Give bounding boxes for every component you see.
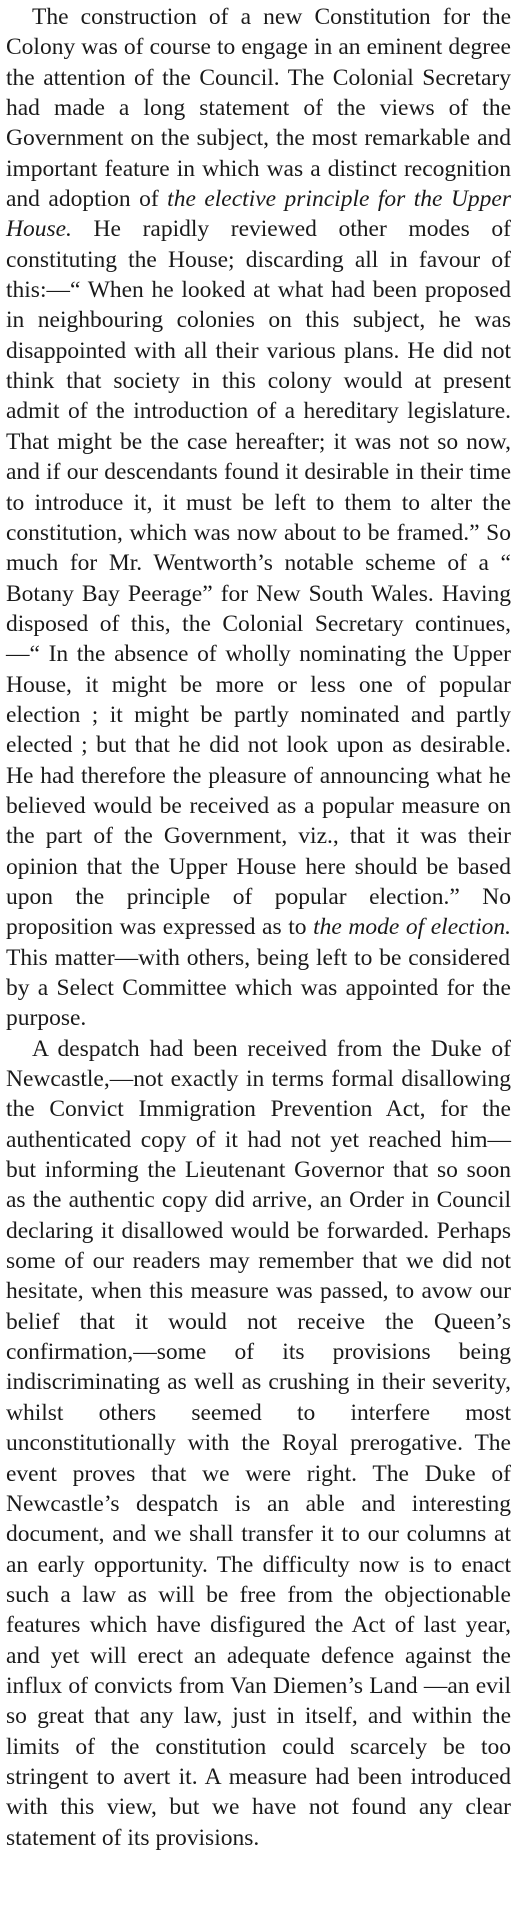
italic-phrase: the mode of election.: [313, 914, 511, 941]
text-run: The construction of a new Constitution for the Colony was of course to engage in an eminent degree the attention of the Council. The Colonial Secretary had made a long statement of the views of the Government on the subject, the most remarkable and important feature in which was a distinct recognition and adoption of: [6, 4, 511, 213]
paragraph-constitution: [6, 2, 511, 1034]
text-run: This matter—with others, being left to be considered by a Select Committee which was appointed for the purpose.: [6, 944, 511, 1032]
italic-phrase: the elective principle for the Upper House.: [6, 186, 511, 243]
paragraph-despatch: [6, 1034, 511, 1853]
newspaper-column: [6, 2, 511, 1853]
text-run: A despatch had been received from the Duke of Newcastle,—not exactly in terms formal disallowing the Convict Immigration Prevention Act, for the authenticated copy of it had not yet reached him—but informing the Lieutenant Governor that so soon as the authentic copy did arrive, an Order in Council declaring it disallowed would be forwarded. Perhaps some of our readers may remember that we did not hesitate, when this measure was passed, to avow our belief that it would not receive the Queen’s confirmation,—some of its provisions being indiscriminating as well as crushing in their severity, whilst others seemed to interfere most unconstitutionally with the Royal prerogative. The event proves that we were right. The Duke of Newcastle’s despatch is an able and interesting document, and we shall transfer it to our columns at an early opportunity. The difficulty now is to enact such a law as will be free from the objectionable features which have disfigured the Act of last year, and yet will erect an adequate defence against the influx of convicts from Van Diemen’s Land —an evil so great that any law, just in itself, and within the limits of the constitution could scarcely be too stringent to avert it. A measure had been introduced with this view, but we have not found any clear statement of its provisions.: [6, 1035, 511, 1851]
text-run: He rapidly reviewed other modes of constituting the House; discarding all in favour of this:—“ When he looked at what had been proposed in neighbouring colonies on this subject, he was disappointed with all their various plans. He did not think that society in this colony would at present admit of the introduction of a hereditary legislature. That might be the case hereafter; it was not so now, and if our descendants found it desirable in their time to introduce it, it must be left to them to alter the constitution, which was now about to be framed.” So much for Mr. Wentworth’s notable scheme of a “ Botany Bay Peerage” for New South Wales. Having disposed of this, the Colonial Secretary continues,—“ In the absence of wholly nominating the Upper House, it might be more or less one of popular election ; it might be partly nominated and partly elected ; but that he did not look upon as desirable. He had therefore the pleasure of announcing what he believed would be received as a popular measure on the part of the Government, viz., that it was their opinion that the Upper House here should be based upon the principle of popular election.” No proposition was expressed as to: [6, 216, 511, 941]
